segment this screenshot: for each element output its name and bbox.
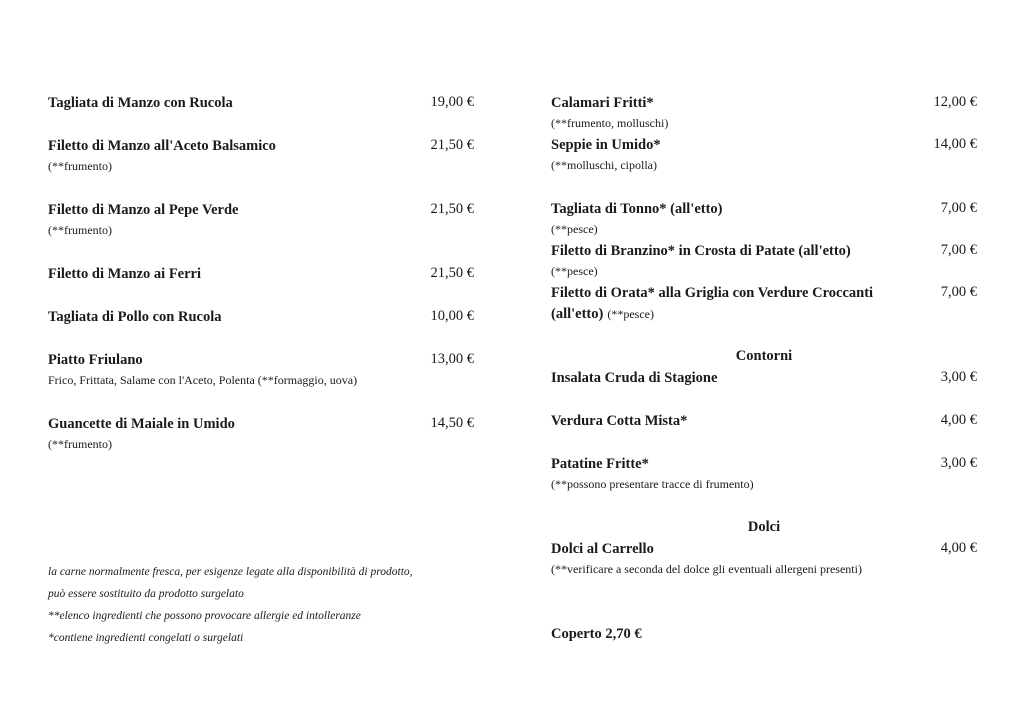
footnote: *contiene ingredienti congelati o surgelati: [48, 632, 244, 644]
menu-item: [551, 282, 977, 324]
item-price: 7,00 €: [940, 200, 977, 216]
menu-item: [48, 349, 474, 391]
footnote: la carne normalmente fresca, per esigenze legate alla disponibilità di prodotto,: [48, 566, 413, 578]
item-price: 21,50 €: [430, 137, 474, 153]
item-price: 21,50 €: [430, 265, 474, 281]
footnotes: [48, 561, 468, 649]
menu-item: [551, 134, 977, 176]
item-name: Tagliata di Tonno* (all'etto): [551, 201, 723, 217]
menu-item: [551, 538, 977, 580]
item-allergens: (**frumento): [48, 159, 112, 173]
left-menu-column: [48, 92, 474, 455]
item-name: Verdura Cotta Mista*: [551, 413, 688, 429]
item-allergens: (**frumento, molluschi): [551, 116, 669, 130]
item-name: Filetto di Manzo al Pepe Verde: [48, 202, 239, 218]
item-price: 4,00 €: [940, 540, 977, 556]
item-description: Frico, Frittata, Salame con l'Aceto, Polenta (**formaggio, uova): [48, 373, 358, 387]
item-allergens: (**frumento): [48, 437, 112, 451]
menu-item: [48, 135, 474, 177]
menu-item: [48, 413, 474, 455]
section-heading-contorni: Contorni: [735, 348, 793, 364]
item-name-cont: (all'etto): [551, 306, 604, 322]
menu-item: [551, 410, 977, 431]
item-allergens: (**pesce): [607, 307, 654, 321]
item-name: Filetto di Branzino* in Crosta di Patate (all'etto): [551, 243, 851, 259]
cover-charge: Coperto 2,70 €: [551, 626, 642, 642]
item-name: Filetto di Manzo ai Ferri: [48, 266, 202, 282]
item-allergens: (**frumento): [48, 223, 112, 237]
menu-item: [551, 198, 977, 240]
item-name: Tagliata di Pollo con Rucola: [48, 309, 222, 325]
item-name: Dolci al Carrello: [551, 541, 654, 557]
menu-item: [48, 306, 474, 327]
menu-item: [551, 240, 977, 282]
item-price: 21,50 €: [430, 201, 474, 217]
item-price: 19,00 €: [430, 94, 474, 110]
item-allergens: (**possono presentare tracce di frumento): [551, 477, 754, 491]
item-name: Filetto di Manzo all'Aceto Balsamico: [48, 138, 276, 154]
item-price: 7,00 €: [940, 242, 977, 258]
item-name: Filetto di Orata* alla Griglia con Verdure Croccanti: [551, 285, 874, 301]
item-price: 14,00 €: [933, 136, 977, 152]
item-allergens: (**molluschi, cipolla): [551, 158, 657, 172]
item-price: 3,00 €: [940, 369, 977, 385]
item-price: 4,00 €: [940, 412, 977, 428]
item-name: Tagliata di Manzo con Rucola: [48, 95, 233, 111]
menu-item: [551, 367, 977, 388]
item-name: Calamari Fritti*: [551, 95, 654, 111]
item-price: 13,00 €: [430, 351, 474, 367]
item-allergens: (**pesce): [551, 222, 598, 236]
footnote: può essere sostituito da prodotto surgelato: [48, 588, 244, 600]
right-menu-column: [551, 92, 977, 645]
item-price: 12,00 €: [933, 94, 977, 110]
item-allergens: (**verificare a seconda del dolce gli eventuali allergeni presenti): [551, 562, 862, 576]
item-price: 10,00 €: [430, 308, 474, 324]
section-heading-dolci: Dolci: [747, 519, 781, 535]
item-name: Seppie in Umido*: [551, 137, 661, 153]
item-price: 3,00 €: [940, 455, 977, 471]
menu-item: [48, 92, 474, 113]
footnote: **elenco ingredienti che possono provocare allergie ed intolleranze: [48, 610, 361, 622]
item-price: 14,50 €: [430, 415, 474, 431]
item-price: 7,00 €: [940, 284, 977, 300]
menu-item: [551, 92, 977, 134]
item-name: Guancette di Maiale in Umido: [48, 416, 235, 432]
item-allergens: (**pesce): [551, 264, 598, 278]
menu-item: [48, 199, 474, 241]
item-name: Piatto Friulano: [48, 352, 143, 368]
menu-item: [551, 453, 977, 495]
item-name: Insalata Cruda di Stagione: [551, 370, 718, 386]
menu-item: [48, 263, 474, 284]
item-name: Patatine Fritte*: [551, 456, 649, 472]
